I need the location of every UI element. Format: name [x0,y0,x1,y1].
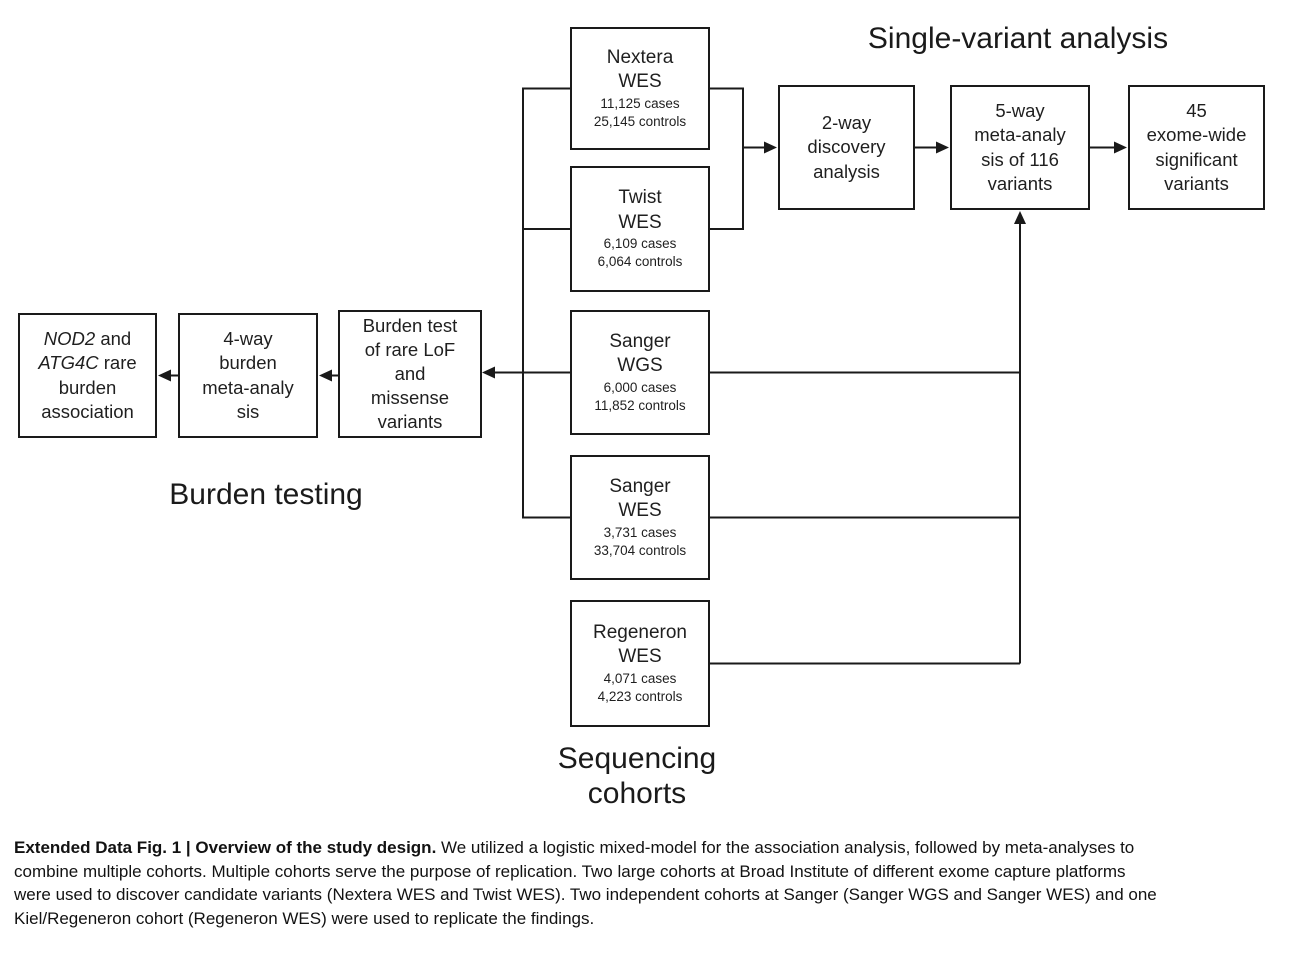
box-text-line: 2-way [821,112,872,134]
cohort-name-line: Sanger [609,330,671,352]
sequencing-cohorts-label-line2: cohorts [587,776,687,810]
sequencing-cohorts-label-line1: Sequencing [557,742,717,775]
cohort-cases: 4,071 cases [603,670,677,686]
cohort-name-line: WES [618,646,662,668]
cohort-controls: 11,852 controls [594,397,686,413]
gene-name-nod2: NOD2 [43,328,96,350]
caption-line: were used to discover candidate variants (Nextera WES and Twist WES). Two independent cohorts at Sanger (Sanger WGS and Sanger WES) and one [14,885,1157,904]
box-4way-burden-meta-analysis [178,313,318,438]
meta-arrowhead [936,142,949,154]
box-text-line: variants [1164,172,1229,194]
box-text-line: meta-analy [974,124,1066,146]
box-45-significant-variants [1128,85,1265,210]
box-text-line [44,327,131,351]
cohort-name-line: Nextera [606,46,674,68]
cohort-name-line: WES [618,211,662,233]
box-text-line: sis [236,400,260,422]
box-5way-meta-analysis [950,85,1090,210]
single-variant-analysis-label: Single-variant analysis [867,22,1169,55]
box-text-line: 5-way [995,100,1045,122]
cohort-box-nextera-wes [570,27,710,150]
box-text-line: 4-way [223,328,273,350]
box-text-line: meta-analy [202,376,294,398]
cohort-cases: 6,109 cases [603,236,677,252]
cohort-controls: 4,223 controls [597,688,683,704]
box-text-fragment: and [95,328,132,350]
box-text-line: exome-wide [1146,124,1247,146]
box-text-line: Burden test [362,314,458,336]
replication-up-arrowhead [1014,211,1026,224]
caption-line: Kiel/Regeneron cohort (Regeneron WES) were used to replicate the findings. [14,908,595,928]
box-2way-discovery-analysis [778,85,915,210]
burden-testing-label: Burden testing [169,478,363,511]
caption-bold-lead: Extended Data Fig. 1 | Overview of the study design. [14,838,437,857]
box-text-fragment: rare [98,352,137,374]
box-text-line [38,351,136,375]
burden-meta-arrowhead [319,370,332,382]
gene-name-atg4c: ATG4C [38,352,99,374]
cohort-name-line: Regeneron [592,621,688,643]
cohort-box-twist-wes [570,166,710,292]
box-text-line: analysis [813,160,880,182]
cohort-name-line: Sanger [609,475,671,497]
cohort-name-line: WES [618,500,662,522]
box-burden-test [338,310,482,438]
caption-line [14,836,1294,860]
cohort-box-sanger-wgs [570,310,710,435]
box-text-line: discovery [807,136,886,158]
box-text-line: sis of 116 [981,148,1059,170]
discovery-arrowhead [764,142,777,154]
box-text-line: association [41,400,134,422]
box-text-line: burden [219,352,277,374]
cohort-name-line: Twist [618,187,662,209]
cohort-cases: 3,731 cases [603,524,677,540]
cohort-controls: 6,064 controls [597,254,683,270]
box-text-line: and [394,362,426,384]
burden-association-arrowhead [158,370,171,382]
figure-caption [14,836,1294,930]
cohort-cases: 6,000 cases [603,379,677,395]
box-text-line: variants [987,172,1053,194]
box-text-line: significant [1155,148,1238,170]
box-text-line: variants [377,411,443,433]
cohort-name-line: WES [618,71,662,93]
discovery-trunk-line [710,89,743,230]
caption-text-fragment: We utilized a logistic mixed-model for the association analysis, followed by meta-analyses to [436,838,1135,857]
box-text-line: of rare LoF [364,338,456,360]
cohort-controls: 33,704 controls [593,542,687,558]
cohort-name-line: WGS [617,355,663,377]
burden-trunk-line [523,89,570,518]
burden-feed-arrowhead [482,367,495,379]
box-text-line: 45 [1186,100,1207,122]
cohort-cases: 11,125 cases [600,95,680,111]
caption-line: combine multiple cohorts. Multiple cohorts serve the purpose of replication. Two large cohorts at Broad Institute of different exome capture platforms [14,861,1126,881]
cohort-controls: 25,145 controls [593,113,687,129]
result-arrowhead [1114,142,1127,154]
box-text-line: missense [370,387,450,409]
box-text-line: burden [58,376,117,398]
sequencing-cohorts-label [497,742,777,811]
cohort-box-regeneron-wes [570,600,710,727]
cohort-box-sanger-wes [570,455,710,580]
box-nod2-atg4c-association [18,313,157,438]
